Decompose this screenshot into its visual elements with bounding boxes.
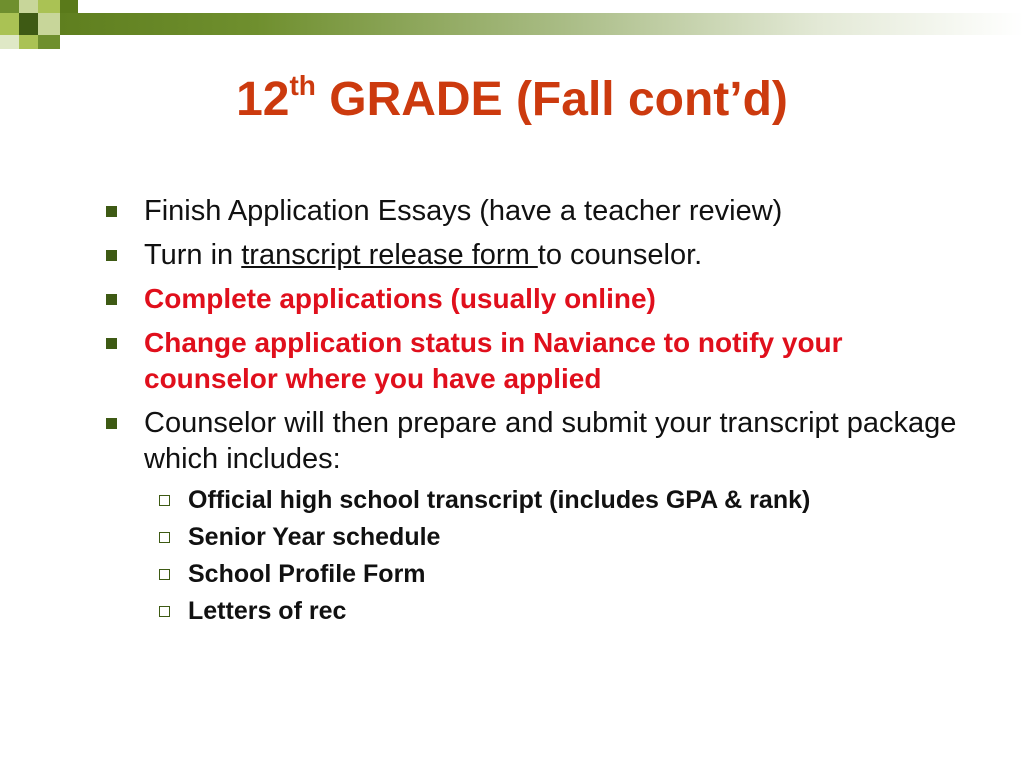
decor-square [60,0,78,13]
decor-square [38,35,60,49]
square-bullet-icon [106,418,117,429]
decor-square [0,13,19,35]
decor-square [38,13,60,35]
decor-square [19,35,38,49]
square-bullet-icon [106,250,117,261]
decor-square [0,0,19,13]
sub-list-item: Official high school transcript (includes GPA & rank) [188,485,1024,515]
sub-list-item: Senior Year schedule [188,522,1024,552]
hollow-square-bullet-icon [159,495,170,506]
decor-square [0,35,19,49]
square-bullet-icon [106,338,117,349]
list-item: Turn in transcript release form to counselor. [144,237,974,273]
decor-square [38,0,60,13]
bullet-list [0,193,1024,633]
sub-list-item: Letters of rec [188,596,1024,626]
slide-title: 12th GRADE (Fall cont’d) [236,70,788,126]
list-item: Finish Application Essays (have a teacher review) [144,193,974,229]
square-bullet-icon [106,294,117,305]
hollow-square-bullet-icon [159,606,170,617]
decor-square [19,13,38,35]
square-bullet-icon [106,206,117,217]
header-gradient-bar [0,13,1024,35]
hollow-square-bullet-icon [159,532,170,543]
transcript-release-form-link[interactable]: transcript release form [241,239,538,271]
list-item: Counselor will then prepare and submit your transcript package which includes: [144,405,974,477]
sub-list-item: School Profile Form [188,559,1024,589]
decor-square [19,0,38,13]
list-item: Complete applications (usually online) [144,281,974,317]
hollow-square-bullet-icon [159,569,170,580]
list-item: Change application status in Naviance to notify your counselor where you have applied [144,325,974,397]
